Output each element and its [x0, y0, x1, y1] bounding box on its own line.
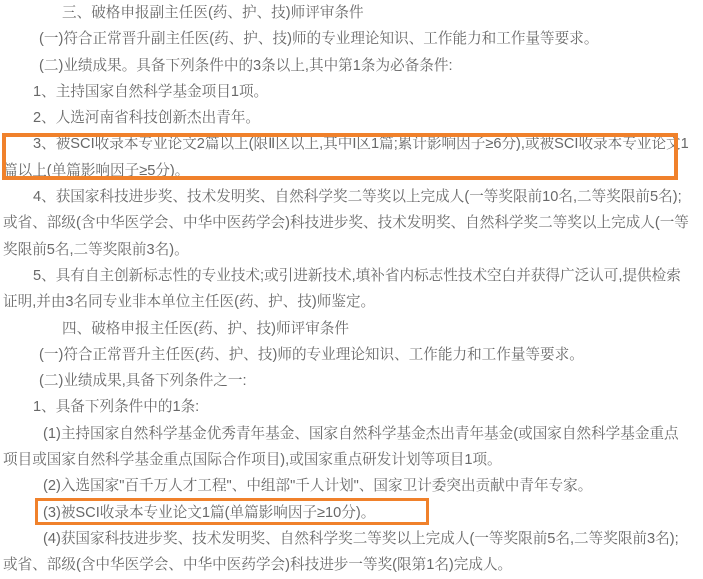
- section-3-criterion-2: 2、人选河南省科技创新杰出青年。: [33, 110, 261, 127]
- document-body: [3, 0, 691, 579]
- section-4-criterion-1: 1、具备下列条件中的1条:: [33, 399, 200, 416]
- section-3-criterion-5: 5、具有自主创新标志性的专业技术;或引进新技术,填补省内标志性技术空白并获得广泛认可,提供检索证明,并由3名同专业非本单位主任医(药、护、技)师鉴定。: [3, 267, 681, 311]
- section-3-criterion-1: 1、主持国家自然科学基金项目1项。: [33, 83, 269, 100]
- section-4-subcriterion-4: (4)获国家科技进步奖、技术发明奖、自然科学奖二等奖以上完成人(一等奖限前5名,二等奖限前3名);或省、部级(含中华医学会、中华中医药学会)科技进步一等奖(限第1名)完成人。: [3, 530, 679, 574]
- section-4-subcriterion-3-highlighted: (3)被SCI收录本专业论文1篇(单篇影响因子≥10分)。: [43, 504, 376, 521]
- section-4-item-2: (二)业绩成果,具备下列条件之一:: [39, 373, 247, 390]
- section-3-item-2: (二)业绩成果。具备下列条件中的3条以上,其中第1条为必备条件:: [39, 57, 453, 74]
- section-3-item-1: (一)符合正常晋升副主任医(药、护、技)师的专业理论知识、工作能力和工作量等要求。: [39, 31, 599, 48]
- section-4-subcriterion-1: (1)主持国家自然科学基金优秀青年基金、国家自然科学基金杰出青年基金(或国家自然科学基金重点项目或国家自然科学基金重点国际合作项目),或国家重点研发计划等项目1项。: [3, 425, 679, 469]
- section-3-criterion-4: 4、获国家科技进步奖、技术发明奖、自然科学奖二等奖以上完成人(一等奖限前10名,二等奖限前5名);或省、部级(含中华医学会、中华中医药学会)科技进步奖、技术发明奖、自然科学奖二等奖以上完成人(一等奖限前5名,二等奖限前3名)。: [3, 189, 689, 258]
- section-4-item-1: (一)符合正常晋升主任医(药、护、技)师的专业理论知识、工作能力和工作量等要求。: [39, 346, 584, 363]
- section-4-heading: 四、破格申报主任医(药、护、技)师评审条件: [62, 320, 350, 337]
- section-3-heading: 三、破格申报副主任医(药、护、技)师评审条件: [62, 5, 364, 21]
- section-3-criterion-3-highlighted: 3、被SCI收录本专业论文2篇以上(限Ⅱ区以上,其中I区1篇;累计影响因子≥6分),或被SCI收录本专业论文1篇以上(单篇影响因子≥5分)。: [3, 136, 689, 179]
- section-4-subcriterion-2: (2)入选国家"百千万人才工程"、中组部"千人计划"、国家卫计委突出贡献中青年专家。: [43, 478, 593, 495]
